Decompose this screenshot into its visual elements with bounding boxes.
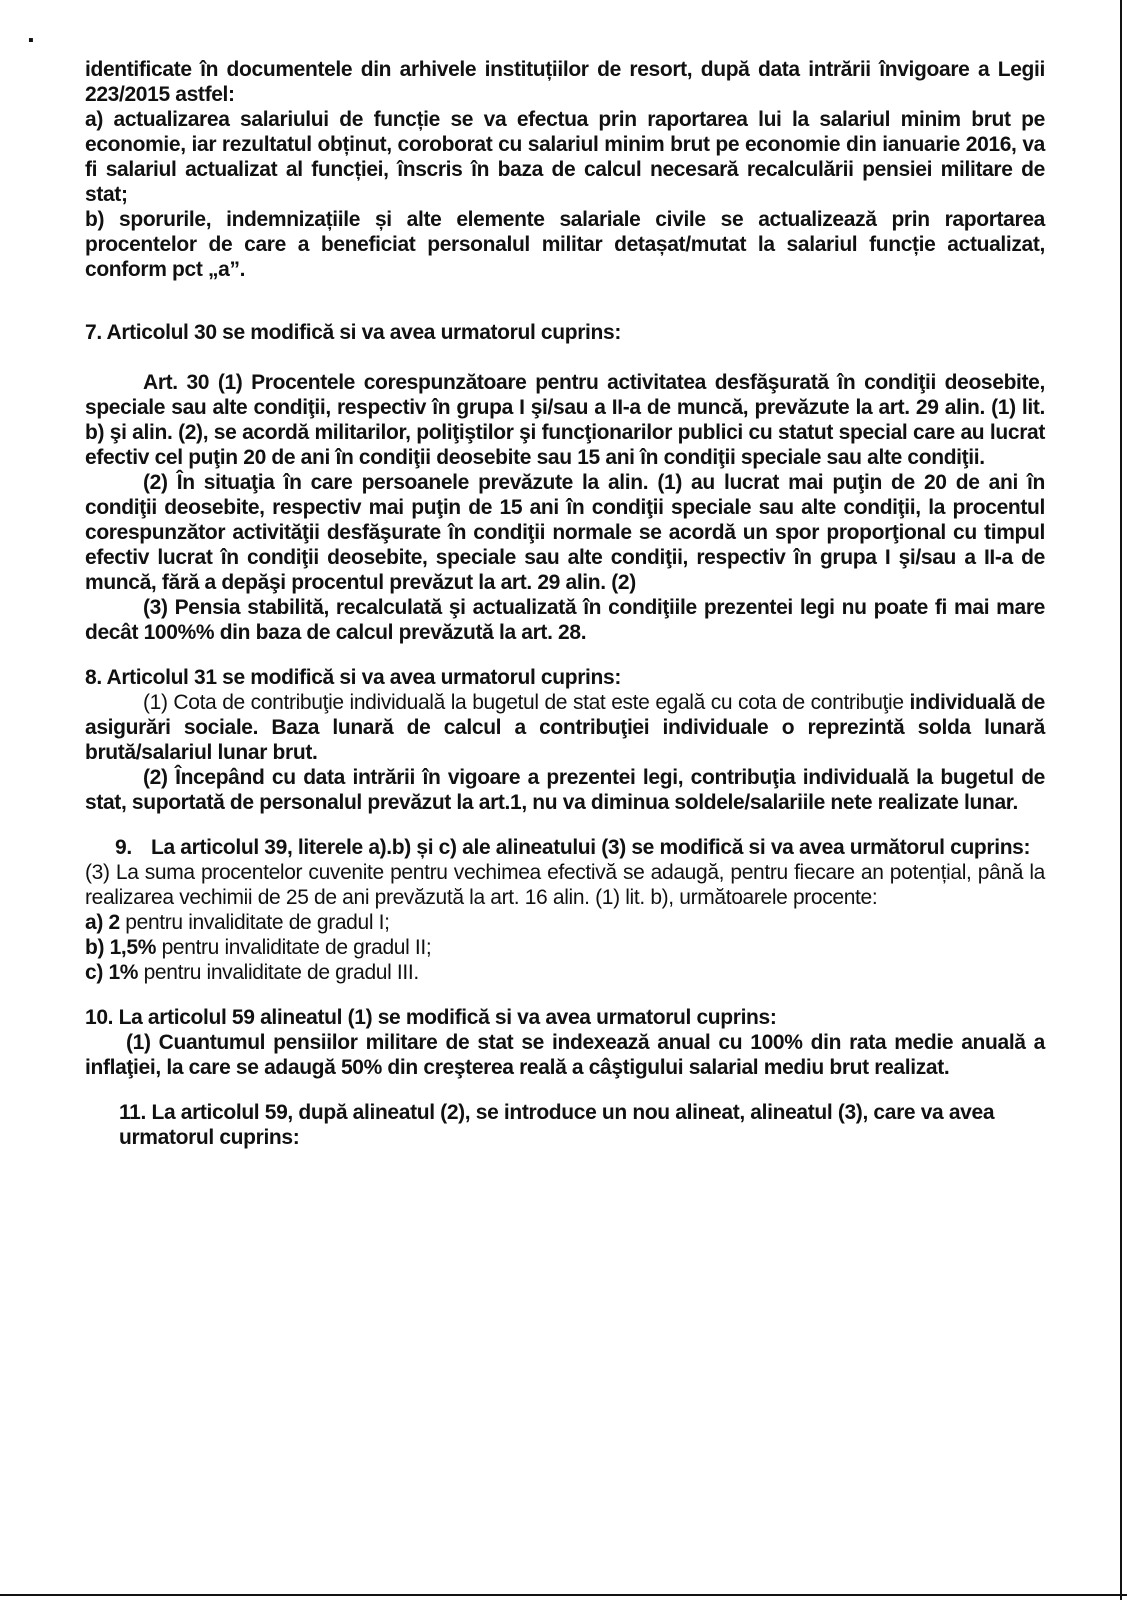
section-8-paragraph-1-lead: (1) Cota de contribuţie individuală la bugetul de stat este egală cu cota de contribuţie	[143, 691, 904, 714]
intro-item-a: a) actualizarea salariului de funcție se va efectua prin raportarea lui la salariul minim brut pe economie, iar rezultatul obținut, coroborat cu salariul minim brut pe economie din ianuarie 2016, va fi salariul actualizat al funcției, înscris în baza de calcul necesară recalculării pensiei militare de stat;	[85, 108, 1045, 206]
intro-paragraph: identificate în documentele din arhivele instituțiilor de resort, după data intrării învigoare a Legii 223/2015 astfel:	[85, 58, 1045, 106]
section-9-number: 9.	[115, 836, 132, 859]
section-10-paragraph: (1) Cuantumul pensiilor militare de stat se indexează anual cu 100% din rata medie anuală a inflaţiei, la care se adaugă 50% din creşterea reală a câştigului salarial mediu brut realizat.	[85, 1031, 1045, 1079]
section-7-paragraph-3: (3) Pensia stabilită, recalculată şi actualizată în condiţiile prezentei legi nu poate fi mai mare decât 100%% din baza de calcul prevăzută la art. 28.	[85, 596, 1045, 644]
scan-border-bottom	[0, 1594, 1127, 1596]
section-7-heading: 7. Articolul 30 se modifică si va avea urmatorul cuprins:	[85, 321, 621, 344]
section-7-paragraph-1: Art. 30 (1) Procentele corespunzătoare pentru activitatea desfăşurată în condiţii deosebite, speciale sau alte condiţii, respectiv în grupa I şi/sau a II-a de muncă, prevăzute la art. 29 alin. (1) lit. b) şi alin. (2), se acordă militarilor, poliţiştilor şi funcţionarilor publici cu statut special care au lucrat efectiv cel puţin 20 de ani în condiţii deosebite sau 15 ani în condiţii speciale sau alte condiţii.	[85, 371, 1045, 469]
section-11-heading: 11. La articolul 59, după alineatul (2), se introduce un nou alineat, alineatul (3), care va avea urmatorul cuprins:	[119, 1101, 995, 1149]
section-8-heading: 8. Articolul 31 se modifică si va avea urmatorul cuprins:	[85, 666, 621, 689]
section-9-item-b: b) 1,5% pentru invaliditate de gradul II;	[85, 936, 432, 959]
section-8-paragraph-2: (2) Începând cu data intrării în vigoare a prezentei legi, contribuţia individuală la bugetul de stat, suportată de personalul prevăzut la art.1, nu va diminua soldele/salariile nete realizate lunar.	[85, 766, 1045, 814]
scan-speck: ▪	[28, 32, 34, 49]
document-body	[85, 57, 1045, 1150]
section-9-paragraph: (3) La suma procentelor cuvenite pentru vechimea efectivă se adaugă, pentru fiecare an potențial, până la realizarea vechimii de 25 de ani prevăzută la art. 16 alin. (1) lit. b), următoarele procente:	[85, 861, 1045, 909]
section-7-paragraph-2: (2) În situaţia în care persoanele prevăzute la alin. (1) au lucrat mai puţin de 20 de ani în condiţii deosebite, respectiv mai puţin de 15 ani în condiţii speciale sau alte condiţii, la procentul corespunzător activităţii desfăşurate în condiţii normale se acordă un spor proporţional cu timpul efectiv lucrat în condiţii deosebite, speciale sau alte condiţii, respectiv în grupa I şi/sau a II-a de muncă, fără a depăşi procentul prevăzut la art. 29 alin. (2)	[85, 471, 1045, 594]
section-9-item-a: a) 2 pentru invaliditate de gradul I;	[85, 911, 390, 934]
section-8-paragraph-1-rest: individuală de asigurări sociale. Baza lunară de calcul a contribuţiei individuale o reprezintă solda lunară brută/salariul lunar brut.	[85, 691, 1045, 764]
section-9-heading	[85, 835, 1045, 860]
scan-border-right	[1120, 0, 1122, 1600]
section-9-heading-text: La articolul 39, literele a).b) și c) ale alineatului (3) se modifică si va avea următorul cuprins:	[151, 836, 1031, 859]
section-8-paragraph-1	[85, 690, 1045, 765]
section-9-item-c: c) 1% pentru invaliditate de gradul III.	[85, 961, 419, 984]
intro-item-b: b) sporurile, indemnizațiile și alte elemente salariale civile se actualizează prin raportarea procentelor de care a beneficiat personalul militar detașat/mutat la salariul funcție actualizat, conform pct „a”.	[85, 208, 1045, 281]
section-10-heading: 10. La articolul 59 alineatul (1) se modifică si va avea urmatorul cuprins:	[85, 1006, 777, 1029]
